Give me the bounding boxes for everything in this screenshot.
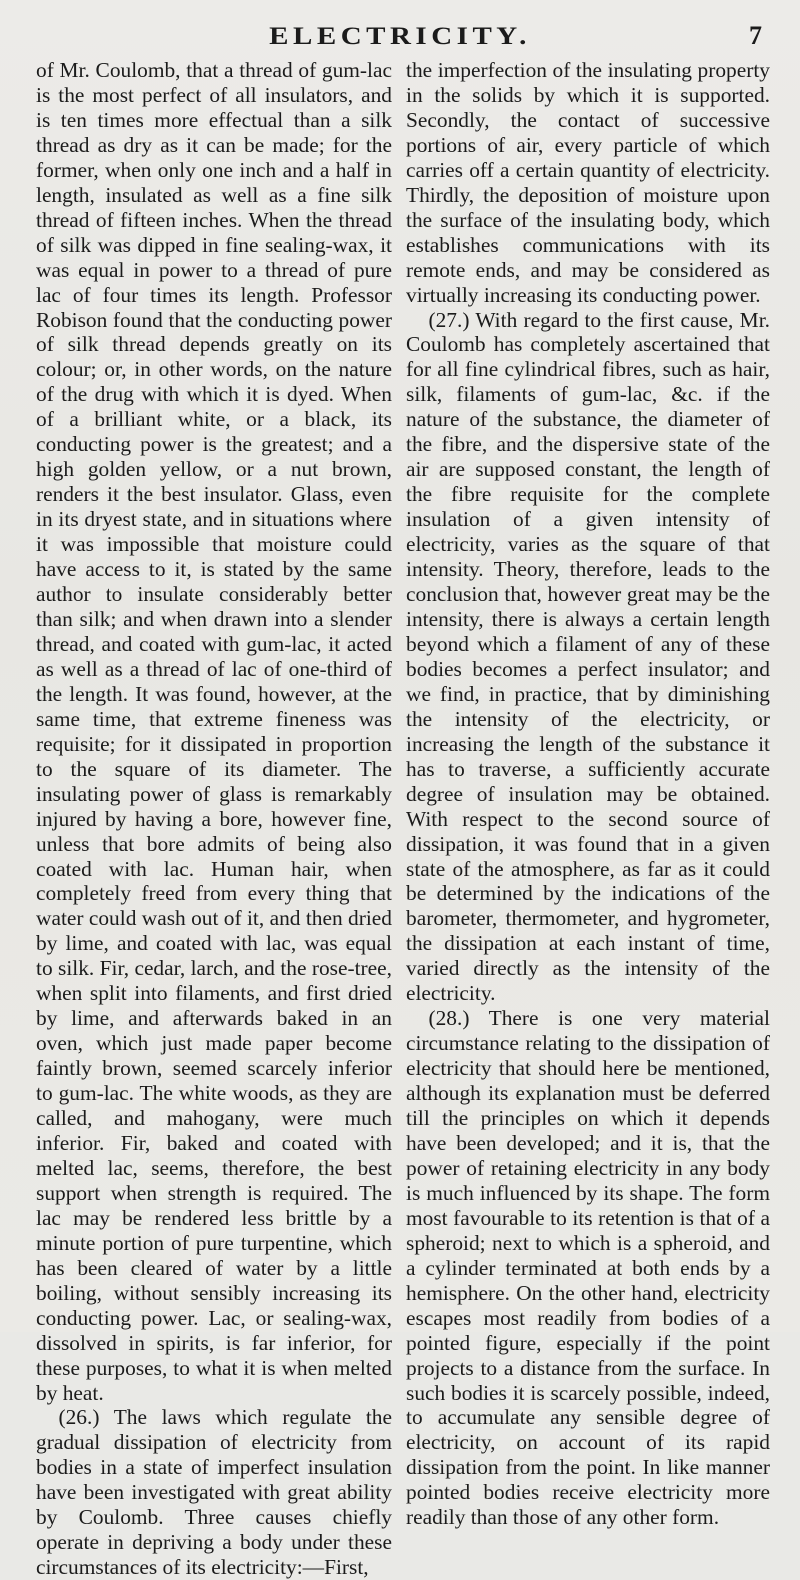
text-columns [36, 58, 770, 1580]
paragraph-27: (27.) With regard to the first cause, Mr. Coulomb has completely ascertained that for all fine cylindrical fibres, such as hair, silk, filaments of gum-lac, &c. if the nature of the substance, the diameter of the fibre, and the dispersive state of the air are supposed constant, the length of the fibre requisite for the complete insulation of a given intensity of electricity, varies as the square of that intensity. Theory, therefore, leads to the conclusion that, however great may be the intensity, there is always a certain length beyond which a filament of any of these bodies becomes a perfect insulator; and we find, in practice, that by diminishing the intensity of the electricity, or increasing the length of the substance it has to traverse, a sufficiently accurate degree of insulation may be obtained. With respect to the second source of dissipation, it was found that in a given state of the atmosphere, as far as it could be determined by the indications of the barometer, thermometer, and hygrometer, the dissipation at each instant of time, varied directly as the intensity of the electricity. [406, 307, 770, 1006]
left-column [36, 58, 392, 1580]
paragraph-28: (28.) There is one very material circumstance relating to the dissipation of electricity that should here be mentioned, although its explanation must be deferred till the principles on which it depends have been developed; and it is, that the power of retaining electricity in any body is much influenced by its shape. The form most favourable to its retention is that of a spheroid; next to which is a spheroid, and a cylinder terminated at both ends by a hemisphere. On the other hand, electricity escapes most readily from bodies of a pointed figure, especially if the point projects to a distance from the surface. In such bodies it is scarcely possible, indeed, to accumulate any sensible degree of electricity, on account of its rapid dissipation from the point. In like manner pointed bodies receive electricity more readily than those of any other form. [406, 1006, 770, 1530]
right-column [406, 58, 770, 1530]
running-head [0, 16, 800, 56]
page-number: 7 [749, 21, 762, 50]
paragraph-right-continuation: the imperfection of the insulating property in the solids by which it is supported. Secondly, the contact of successive portions of air, every particle of which carries off a certain quantity of electricity. Thirdly, the deposition of moisture upon the surface of the insulating body, which establishes communications with its remote ends, and may be considered as virtually increasing its conducting power. [406, 58, 770, 307]
paragraph-26: (26.) The laws which regulate the gradual dissipation of electricity from bodies in a state of imperfect insulation have been investigated with great ability by Coulomb. Three causes chiefly operate in depriving a body under these circumstances of its electricity:—First, [36, 1405, 392, 1580]
page-title: ELECTRICITY. [269, 21, 531, 51]
paragraph-left-1: of Mr. Coulomb, that a thread of gum-lac is the most perfect of all insulators, and is ten times more effectual than a silk thread as dry as it can be made; for the former, when only one inch and a half in length, insulated as well as a fine silk thread of fifteen inches. When the thread of silk was dipped in fine sealing-wax, it was equal in power to a thread of pure lac of four times its length. Professor Robison found that the conducting power of silk thread depends greatly on its colour; or, in other words, on the nature of the drug with which it is dyed. When of a brilliant white, or a black, its conducting power is the greatest; and a high golden yellow, or a nut brown, renders it the best insulator. Glass, even in its dryest state, and in situations where it was impossible that moisture could have access to it, is stated by the same author to insulate considerably better than silk; and when drawn into a slender thread, and coated with gum-lac, it acted as well as a thread of lac of one-third of the length. It was found, however, at the same time, that extreme fineness was requisite; for it dissipated in proportion to the square of its diameter. The insulating power of glass is remarkably injured by having a bore, however fine, unless that bore admits of being also coated with lac. Human hair, when completely freed from every thing that water could wash out of it, and then dried by lime, and coated with lac, was equal to silk. Fir, cedar, larch, and the rose-tree, when split into filaments, and first dried by lime, and afterwards baked in an oven, which just made paper become faintly brown, seemed scarcely inferior to gum-lac. The white woods, as they are called, and mahogany, were much inferior. Fir, baked and coated with melted lac, seems, therefore, the best support when strength is required. The lac may be rendered less brittle by a minute portion of pure turpentine, which has been cleared of water by a little boiling, without sensibly increasing its conducting power. Lac, or sealing-wax, dissolved in spirits, is far inferior, for these purposes, to what it is when melted by heat. [36, 58, 392, 1405]
